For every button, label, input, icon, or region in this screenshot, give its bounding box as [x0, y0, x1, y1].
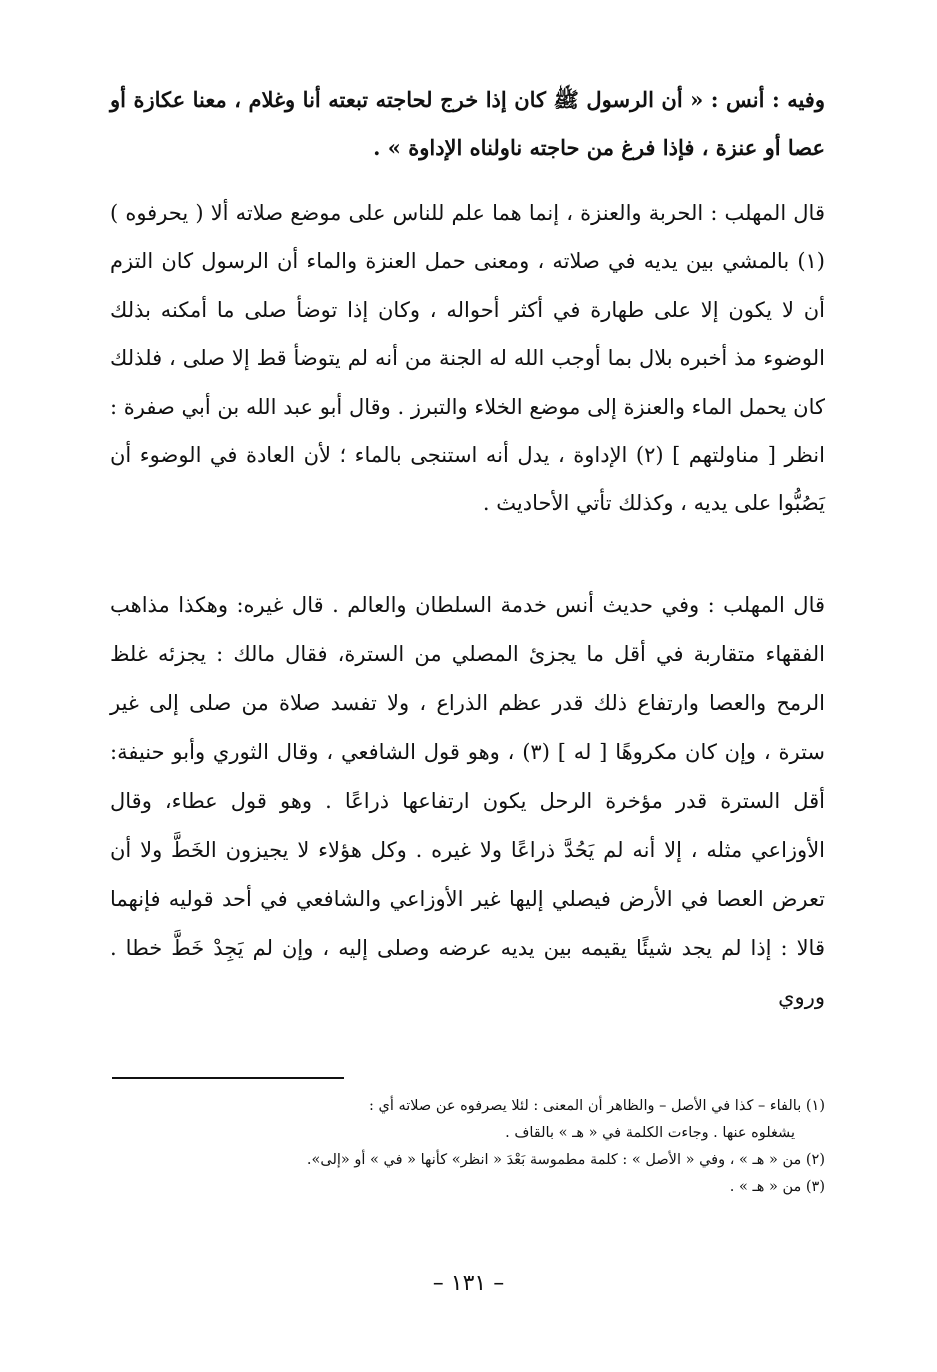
footnote-separator [112, 1077, 344, 1079]
footnote-3: (٣) من « هـ » . [729, 1179, 825, 1195]
commentary-paragraph-2: قال المهلب : وفي حديث أنس خدمة السلطان والعالم . قال غيره: وهكذا مذاهب الفقهاء متقاربة في أقل ما يجزئ المصلي من السترة، فقال مالك : يجزئه غلظ الرمح والعصا وارتفاع ذلك قدر عظم الذراع ، ولا تفسد صلاة من صلى إلى غير سترة ، وإن كان مكروهًا [ له ] (٣) ، وهو قول الشافعي ، وقال الثوري وأبو حنيفة: أقل السترة قدر مؤخرة الرحل يكون ارتفاعها ذراعًا . وهو قول عطاء، وقال الأوزاعي مثله ، إلا أنه لم يَحُدَّ ذراعًا ولا غيره . وكل هؤلاء لا يجيزون الخَطَّ ولا أن تعرض العصا في الأرض فيصلي إليها غير الأوزاعي والشافعي في أحد قوليه فإنهما قالا : إذا لم يجد شيئًا يقيمه بين يديه عرضه وصلى إليه ، وإن لم يَجِدْ خَطَّ خطا . وروي [110, 593, 825, 1009]
footnote-1-line-1: (١) بالفاء – كذا في الأصل – والظاهر أن المعنى : لئلا يصرفوه عن صلاته أي : [368, 1098, 825, 1114]
hadith-lead-text: وفيه : أنس : « أن الرسول ﷺ كان إذا خرج لحاجته تبعته أنا وغلام ، معنا عكازة أو عصا أو عنزة ، فإذا فرغ من حاجته ناولناه الإداوة » . [110, 87, 825, 160]
footnote-1-line-2: يشغلوه عنها . وجاءت الكلمة في « هـ » بالقاف . [505, 1125, 795, 1141]
footnote-1 [110, 1093, 825, 1147]
page-number: – ١٣١ – [432, 1271, 505, 1296]
footnotes [110, 1093, 825, 1201]
footnote-2: (٢) من « هـ » ، وفي « الأصل » : كلمة مطموسة بَعْدَ « انظر» كأنها « في » أو «إلى». [306, 1152, 825, 1168]
commentary-paragraph-1: قال المهلب : الحربة والعنزة ، إنما هما علم للناس على موضع صلاته ألا ( يحرفوه ) (١) بالمشي بين يديه في صلاته ، ومعنى حمل العنزة والماء أن الرسول كان التزم أن لا يكون إلا على طهارة في أكثر أحواله ، وكان إذا توضأ صلى ما أمكنه بذلك الوضوء مذ أخبره بلال بما أوجب الله له الجنة من أنه لم يتوضأ قط إلا صلى ، فلذلك كان يحمل الماء والعنزة إلى موضع الخلاء والتبرز . وقال أبو عبد الله بن أبي صفرة : انظر [ مناولتهم ] (٢) الإداوة ، يدل أنه استنجى بالماء ؛ لأن العادة في الوضوء أن يَصُبُّوا على يديه ، وكذلك تأتي الأحاديث . [110, 201, 825, 516]
